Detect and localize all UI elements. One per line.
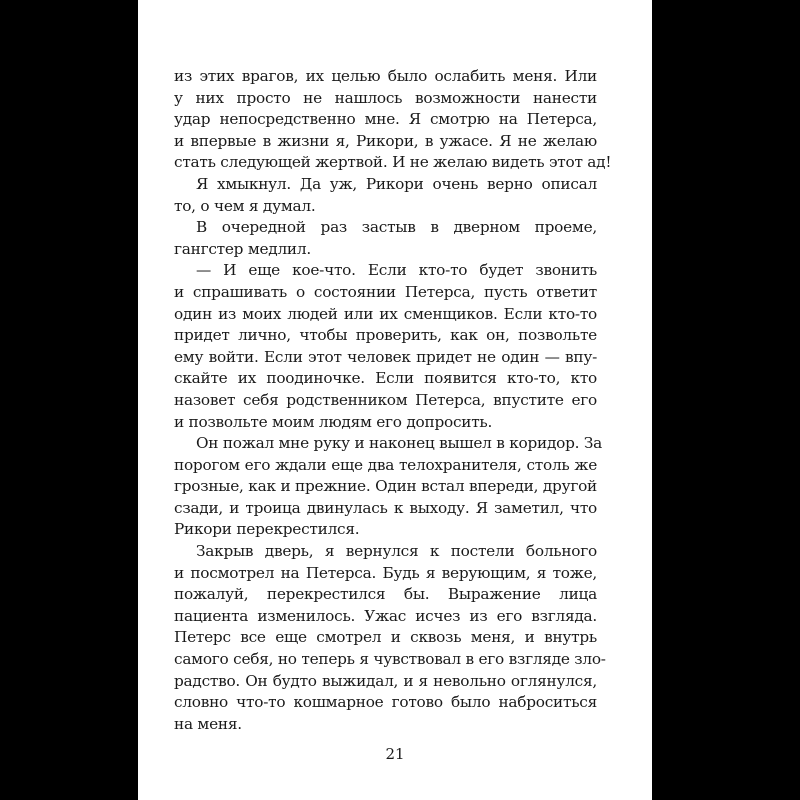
text-line: Рикори перекрестился. [174,520,360,539]
text-line: Я хмыкнул. Да уж, Рикори очень верно описал [196,174,597,193]
text-line: на меня. [174,714,242,733]
text-line: сзади, и троица двинулась к выходу. Я заметил, что [174,498,597,517]
text-line: у них просто не нашлось возможности нанести [174,88,597,107]
text-line: порогом его ждали еще два телохранителя, столь же [174,455,597,474]
body-text [174,66,612,735]
text-line: и позвольте моим людям его допросить. [174,412,493,431]
page-number: 21 [385,745,405,763]
text-line: удар непосредственно мне. Я смотрю на Петерса, [174,110,597,129]
text-line: Он пожал мне руку и наконец вышел в коридор. За [196,434,603,453]
text-line: пожалуй, перекрестился бы. Выражение лица [174,585,597,604]
text-line: скайте их поодиночке. Если появится кто-то, кто [174,369,597,388]
text-line: из этих врагов, их целью было ослабить меня. Или [174,67,597,85]
text-line: и впервые в жизни я, Рикори, в ужасе. Я не желаю [174,131,597,150]
text-line: самого себя, но теперь я чувствовал в его взгляде зло- [174,650,606,669]
text-line: — И еще кое-что. Если кто-то будет звонить [196,261,597,280]
text-line: один из моих людей или их сменщиков. Если кто-то [174,304,597,323]
text-line: стать следующей жертвой. И не желаю видеть этот ад! [174,153,612,172]
text-line: и посмотрел на Петерса. Будь я верующим, я тоже, [174,563,597,582]
text-line: грозные, как и прежние. Один встал впереди, другой [174,477,597,496]
text-line: пациента изменилось. Ужас исчез из его взгляда. [174,606,597,625]
text-line: назовет себя родственником Петерса, впустите его [174,390,597,409]
text-line: ему войти. Если этот человек придет не один — впу- [174,347,597,366]
text-line: радство. Он будто выжидал, и я невольно оглянулся, [174,671,597,690]
text-line: В очередной раз застыв в дверном проеме, [196,218,597,237]
text-line: гангстер медлил. [174,239,311,258]
text-line: Закрыв дверь, я вернулся к постели больного [196,542,597,561]
text-line: и спрашивать о состоянии Петерса, пусть ответит [174,282,597,301]
text-line: Петерс все еще смотрел и сквозь меня, и внутрь [174,628,597,647]
text-line: то, о чем я думал. [174,196,316,215]
book-page [138,0,652,800]
text-line: придет лично, чтобы проверить, как он, позвольте [174,326,597,345]
text-line: словно что-то кошмарное готово было наброситься [174,693,597,712]
